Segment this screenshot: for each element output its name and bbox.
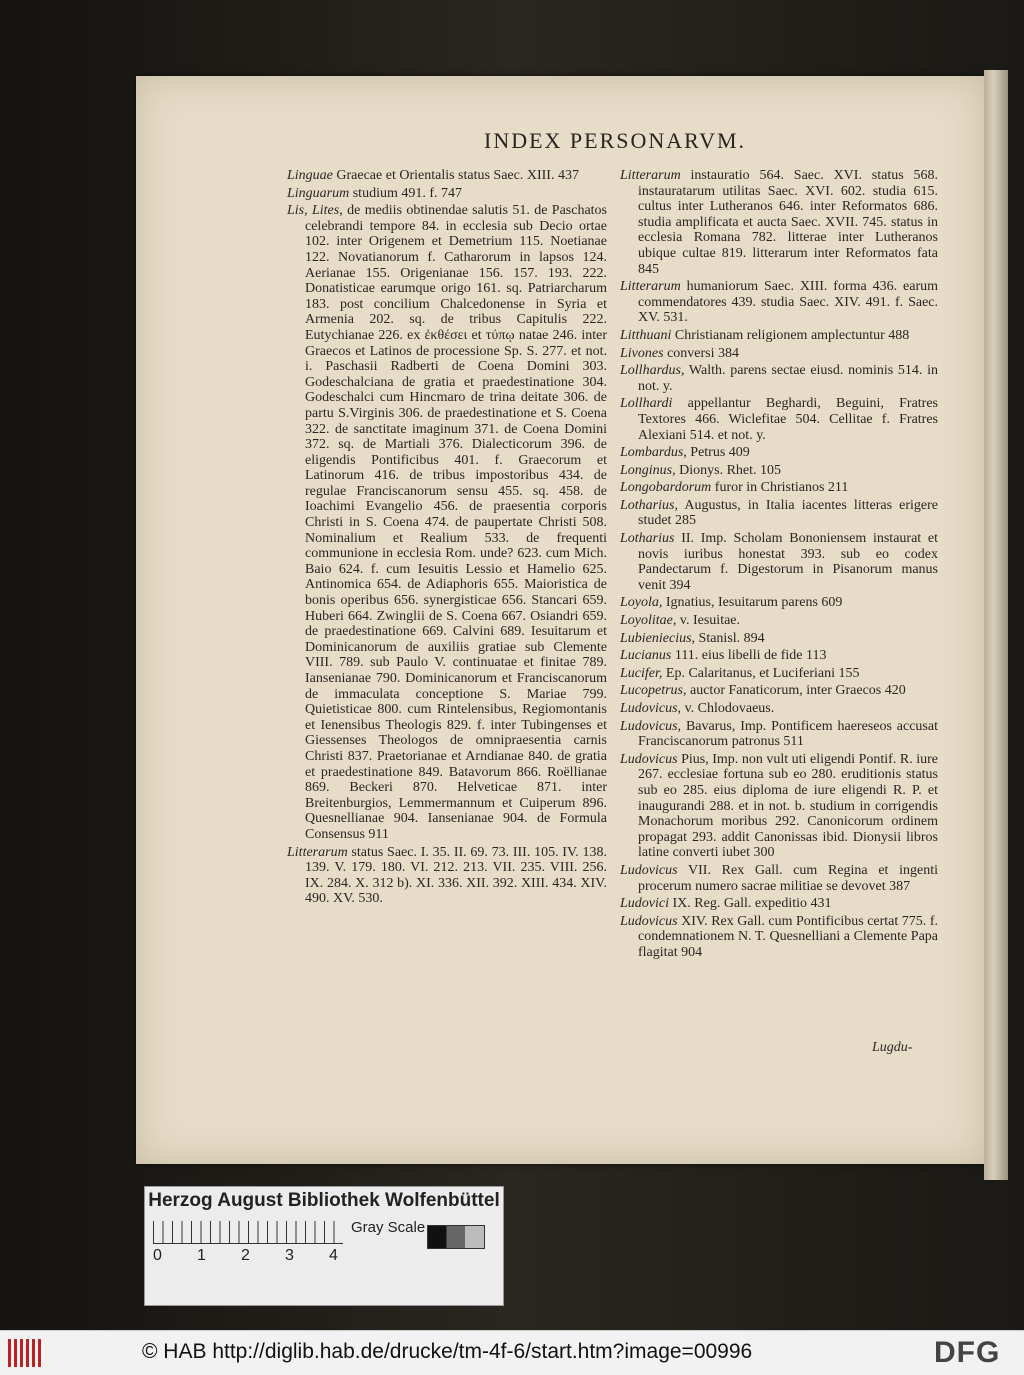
- index-term: Lombardus,: [620, 445, 687, 461]
- index-text: Augustus, in Italia iacentes litteras erigere studet 285: [638, 497, 938, 529]
- index-term: Lotharius: [620, 531, 675, 547]
- index-text: de mediis obtinendae salutis 51. de Paschatos celebrandi tempore 84. in ecclesia sub Decio ortae 102. inter Origenem et Demetrium 115. Noetianae 122. Novatianorum f. Catharorum in lapsos 124. Aerianae 155. Origenianae 156. 157. 193. 222. Donatisticae earumque origo 161. sq. Patriarcharum 183. post concilium Chalcedonense in Syria et Armenia 202. sq. de tribus Capitulis 222. Eutychianae 226. ex ἐκθέσει et τύπῳ natae 246. inter Graecos et Latinos de processione Sp. S. 277. et not. i. Paschasii Radberti de Coena Domini 303. Godeschalciana de gratia et praedestinatione 304. Godeschalci cum Hincmaro de trina deitate 306. de partu S.Virginis 306. de praedestinatione et S. Coena 322. de sanctitate imaginum 371. de Coena Domini 372. sq. de Martiali 376. Dialecticorum 396. de eligendis Pontificibus 401. f. Graecorum et Latinorum 416. de tribus impostoribus 434. de regulae Franciscanorum sensu 455. sq. 458. de Ioachimi Evangelio 456. de praesentia corporis Christi in S. Coena 474. de paupertate Christi 508. Nominalium et Realium 533. de frequenti communione in ecclesia Rom. unde? 623. cum Mich. Baio 624. f. cum Iesuitis Lessio et Hamelio 625. Antinomica 654. de Adiaphoris 655. Maioristica de bonis operibus 656. synergisticae 656. Stancari 659. Huberi 664. Zwinglii de S. Coena 667. Osiandri 659. de praedestinatione 669. Calvini 689. Iesuitarum et Dominicanorum de auxiliis gratiae sub Clemente VIII. 789. sub Paulo V. continuatae et finitae 789. Iansenianae 790. Dominicanorum et Franciscanorum de immaculata conceptione S. Mariae 799. Quietisticae 800. cum Rintelensibus, Regiomontanis et Ienensibus Theologis 829. f. inter Tubingenses et Giessenses Theologos de omnipraesentia carnis Christi 837. Praetorianae et Arndianae 840. de gratia et praedestinatione 849. Batavorum 866. Roëllianae 869. Beckeri 870. Helveticae 871. inter Breitenburgios, Lemmermannum et Cuiperum 896. Quesnellianae 904. Iansenianae 904. de Formula Consensus 911: [305, 203, 607, 842]
- index-text: Christianam religionem amplectuntur 488: [674, 327, 910, 343]
- index-text: XIV. Rex Gall. cum Pontificibus certat 775. f. condemnationem N. T. Quesnelliani a Clemente Papa flagitat 904: [638, 913, 938, 960]
- index-entry: [620, 531, 938, 593]
- index-term: Longinus,: [620, 462, 676, 478]
- index-entry: [287, 845, 607, 907]
- index-text: Pius, Imp. non vult uti eligendi Pontif. R. iure 267. ecclesiae fortuna sub eo 280. eruditionis status sub eo 285. eius diploma de iure eligendi R. P. et inaugurandi 288. et in not. b. studium in corrigendis Monachorum moribus 292. Canonicorum ordinem propagat 293. addit Canonissas ibid. Dionysii libros latine converti iubet 300: [638, 751, 938, 861]
- index-text: conversi 384: [667, 345, 739, 361]
- index-term: Lollhardi: [620, 396, 673, 412]
- index-text: status Saec. I. 35. II. 69. 73. III. 105. IV. 138. 139. V. 179. 180. VI. 212. 213. VII. 235. VIII. 256. IX. 284. X. 312 b). XI. 336. XII. 392. XIII. 434. XIV. 490. XV. 530.: [305, 844, 607, 907]
- index-text: v. Chlodovaeus.: [684, 701, 775, 716]
- index-text: studium 491. f. 747: [352, 185, 463, 201]
- index-entry: [620, 328, 938, 344]
- index-term: Lucifer,: [620, 665, 663, 681]
- page-heading: INDEX PERSONARVM.: [484, 128, 747, 153]
- index-term: Ludovici: [620, 896, 669, 912]
- index-entry: [620, 613, 938, 629]
- ruler-number: 3: [285, 1247, 294, 1264]
- index-term: Litthuani: [620, 327, 672, 343]
- index-text: 111. eius libelli de fide 113: [674, 648, 827, 664]
- index-entry: [620, 168, 938, 277]
- index-text: furor in Christianos 211: [714, 480, 849, 496]
- index-entry: [620, 701, 938, 717]
- index-entry: [620, 445, 938, 461]
- index-entry: [620, 595, 938, 611]
- index-text: Stanisl. 894: [698, 630, 765, 646]
- index-text: Graecae et Orientalis status Saec. XIII. 437: [336, 168, 579, 183]
- ruler: [153, 1221, 343, 1244]
- index-term: Ludovicus: [620, 751, 678, 767]
- index-term: Litterarum: [620, 279, 681, 295]
- index-term: Litterarum: [287, 844, 348, 860]
- viewer-footer: [0, 1330, 1024, 1375]
- library-logo-icon: [8, 1339, 44, 1367]
- index-entry: [287, 168, 607, 184]
- ruler-number: 2: [241, 1247, 250, 1264]
- index-entry: [620, 480, 938, 496]
- index-entry: [620, 719, 938, 750]
- index-text: IX. Reg. Gall. expeditio 431: [672, 896, 832, 912]
- gray-scale-label: Gray Scale: [351, 1219, 426, 1236]
- index-term: Loyola,: [620, 595, 663, 611]
- index-entry: [620, 279, 938, 326]
- index-term: Litterarum: [620, 168, 681, 183]
- index-term: Lollhardus,: [620, 363, 685, 379]
- index-text: Ignatius, Iesuitarum parens 609: [665, 595, 843, 611]
- index-text: v. Iesuitae.: [679, 613, 741, 629]
- index-entry: [620, 863, 938, 894]
- index-entry: [620, 498, 938, 529]
- index-term: Ludovicus,: [620, 718, 682, 734]
- page-edge: [984, 70, 1008, 1180]
- index-entry: [620, 648, 938, 664]
- index-text: auctor Fanaticorum, inter Graecos 420: [690, 683, 906, 699]
- left-column: [287, 168, 607, 909]
- index-text: Bavarus, Imp. Pontificem haereseos accusat Franciscanorum patronus 511: [638, 718, 938, 750]
- ruler-number: 4: [329, 1247, 338, 1264]
- index-text: VII. Rex Gall. cum Regina et ingenti procerum numero sacrae militiae se devovet 387: [638, 862, 939, 894]
- right-column: [620, 168, 938, 963]
- index-term: Longobardorum: [620, 480, 712, 496]
- index-text: Walth. parens sectae eiusd. nominis 514. in not. y.: [638, 363, 938, 394]
- index-term: Loyolitae,: [620, 613, 677, 629]
- index-term: Ludovicus: [620, 862, 678, 878]
- index-entry: [620, 914, 938, 961]
- index-term: Livones: [620, 345, 664, 361]
- index-term: Lucopetrus,: [620, 683, 687, 699]
- index-term: Ludovicus,: [620, 701, 682, 716]
- index-entry: [620, 631, 938, 647]
- index-entry: [620, 363, 938, 394]
- index-term: Linguae: [287, 168, 333, 183]
- index-entry: [620, 666, 938, 682]
- catchword: Lugdu-: [872, 1040, 913, 1055]
- index-entry: [287, 186, 607, 202]
- index-entry: [620, 463, 938, 479]
- dfg-logo: DFG: [934, 1336, 1001, 1369]
- index-entry: [620, 346, 938, 362]
- index-term: Lis, Lites,: [287, 203, 343, 219]
- color-scale-card: [144, 1186, 504, 1306]
- index-term: Lotharius,: [620, 497, 678, 513]
- index-text: Petrus 409: [690, 445, 750, 461]
- index-term: Linguarum: [287, 185, 350, 201]
- library-name: Herzog August Bibliothek Wolfenbüttel: [148, 1190, 500, 1211]
- index-text: instauratio 564. Saec. XVI. status 568. instauratarum utilitas Saec. XVI. 602. studia 615. cultus inter Lutheranos 646. inter Reformatos 686. studia amplificata et aucta Saec. XVII. 745. status in ecclesia Romana 782. litterae inter Lutheranos ubique cultae 819. litterarum inter Reformatos fata 845: [638, 168, 939, 277]
- ruler-number: 1: [197, 1247, 206, 1264]
- index-term: Lubieniecius,: [620, 630, 696, 646]
- index-entry: [620, 683, 938, 699]
- index-text: Dionys. Rhet. 105: [679, 462, 782, 478]
- index-entry: [620, 396, 938, 443]
- index-term: Lucianus: [620, 648, 672, 664]
- index-text: Ep. Calaritanus, et Luciferiani 155: [665, 665, 860, 681]
- ruler-number: 0: [153, 1247, 162, 1264]
- index-term: Ludovicus: [620, 913, 678, 929]
- index-entry: [620, 752, 938, 861]
- index-text: humaniorum Saec. XIII. forma 436. earum commendatores 439. studia Saec. XIV. 491. f. Saec. XV. 531.: [638, 279, 938, 326]
- permalink-text[interactable]: © HAB http://diglib.hab.de/drucke/tm-4f-6/start.htm?image=00996: [142, 1340, 753, 1363]
- gray-scale-swatch: [427, 1225, 485, 1249]
- index-text: II. Imp. Scholam Bononiensem instaurat et novis iuribus honestat 393. sub eo codex Pandectarum f. Digestorum in Pisanorum manus venit 394: [638, 531, 938, 593]
- index-text: appellantur Beghardi, Beguini, Fratres Textores 466. Wiclefitae 504. Cellitae f. Fratres Alexiani 514. et not. y.: [638, 396, 939, 443]
- index-entry: [287, 203, 607, 842]
- index-entry: [620, 896, 938, 912]
